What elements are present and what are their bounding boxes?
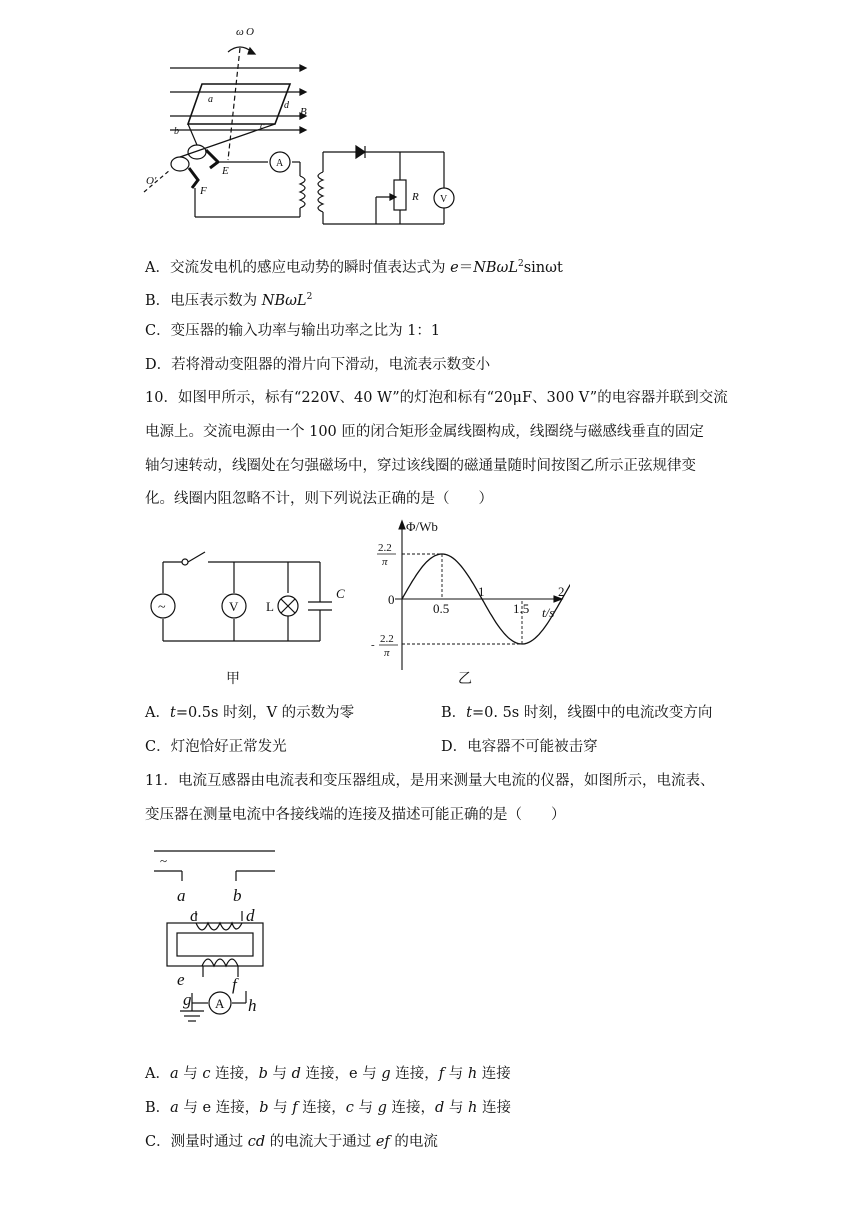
q10-bottom-denominator: π xyxy=(384,647,390,659)
q11-label-c: c xyxy=(190,906,198,925)
q9-label-F: F xyxy=(200,185,207,197)
q10-xlabel: t/s xyxy=(542,605,555,620)
q11-ammeter-label: A xyxy=(215,996,225,1011)
q9-label-B: B xyxy=(300,106,307,118)
q10-origin-label: 0 xyxy=(388,592,395,607)
q10-top-numerator: 2.2 xyxy=(378,542,392,554)
q10-fig-yi-caption: 乙 xyxy=(458,672,472,687)
q9-label-d: d xyxy=(284,100,289,111)
q10-option-B[interactable]: B．t=0. 5s 时刻，线圈中的电流改变方向 xyxy=(441,705,713,721)
q10-fig-jia xyxy=(140,540,355,690)
q10-fig-jia-caption: 甲 xyxy=(226,672,240,687)
q10-x-tick-label: 2 xyxy=(558,584,565,599)
q11-option-B[interactable]: B．a 与 e 连接，b 与 f 连接，c 与 g 连接，d 与 h 连接 xyxy=(145,1100,511,1116)
q9-option-D[interactable]: D．若将滑动变阻器的滑片向下滑动，电流表示数变小 xyxy=(145,357,491,373)
q10-lamp-label: L xyxy=(266,599,274,614)
q9-label-O: O xyxy=(246,26,254,38)
q11-label-f: f xyxy=(232,975,237,994)
q9-label-b: b xyxy=(174,126,179,137)
q9-label-E: E xyxy=(222,165,229,177)
q10-capacitor-label: C xyxy=(336,586,345,601)
q10-flux-graph xyxy=(370,515,570,690)
q11-label-h: h xyxy=(248,996,257,1015)
svg-text:-: - xyxy=(371,639,375,651)
q10-x-tick-label: 1.5 xyxy=(513,601,530,616)
q10-x-tick-label: 1 xyxy=(478,584,485,599)
q9-option-B[interactable]: B．电压表示数为 NBωL$^2$ xyxy=(145,292,313,309)
q11-tilde: ~ xyxy=(160,853,168,868)
q10-stem-line-2: 电源上。交流电源由一个 100 匝的闭合矩形金属线圈构成，线圈绕与磁感线垂直的固定 xyxy=(145,424,704,440)
q11-stem-line-2: 变压器在测量电流中各接线端的连接及描述可能正确的是（ ） xyxy=(145,807,566,823)
q11-current-transformer-figure xyxy=(140,845,290,1045)
q9-label-a: a xyxy=(208,94,213,105)
q11-stem-line-1: 11．电流互感器由电流表和变压器组成，是用来测量大电流的仪器，如图所示，电流表、 xyxy=(145,773,715,789)
q11-option-A[interactable]: A．a 与 c 连接，b 与 d 连接，e 与 g 连接，f 与 h 连接 xyxy=(145,1066,511,1082)
q11-label-e: e xyxy=(177,970,185,989)
q11-option-C[interactable]: C．测量时通过 cd 的电流大于通过 ef 的电流 xyxy=(145,1134,438,1150)
q10-option-C[interactable]: C．灯泡恰好正常发光 xyxy=(145,739,287,755)
q10-bottom-numerator: 2.2 xyxy=(380,633,394,645)
q10-x-tick-label: 0.5 xyxy=(433,601,450,616)
q9-ammeter-label: A xyxy=(276,158,284,169)
q9-label-O-prime: O′ xyxy=(146,175,157,187)
q10-voltmeter-label: V xyxy=(229,599,239,614)
q10-option-D[interactable]: D．电容器不可能被击穿 xyxy=(441,739,598,755)
q9-generator-transformer-figure xyxy=(140,12,470,227)
q11-label-b: b xyxy=(233,886,242,905)
q10-option-A[interactable]: A．t=0.5s 时刻，V 的示数为零 xyxy=(145,705,355,721)
q11-label-g: g xyxy=(183,990,192,1009)
q10-top-denominator: π xyxy=(382,556,388,568)
q9-option-C[interactable]: C．变压器的输入功率与输出功率之比为 1：1 xyxy=(145,323,441,339)
q9-voltmeter-label: V xyxy=(440,194,448,205)
q9-label-omega: ω xyxy=(236,26,244,38)
q10-ylabel: Φ/Wb xyxy=(406,519,438,534)
q10-stem-line-4: 化。线圈内阻忽略不计，则下列说法正确的是（ ） xyxy=(145,491,493,507)
q11-label-a: a xyxy=(177,886,186,905)
q10-source-symbol: ~ xyxy=(158,600,166,615)
q10-stem-line-1: 10．如图甲所示，标有“220V、40 W”的灯泡和标有“20μF、300 V”的电容器并联到交流 xyxy=(145,390,728,406)
q9-label-R: R xyxy=(412,191,419,203)
q9-option-A[interactable]: A．交流发电机的感应电动势的瞬时值表达式为 e＝NBωL$^2$sinωt xyxy=(145,259,563,276)
q11-label-d: d xyxy=(246,906,255,925)
q10-stem-line-3: 轴匀速转动，线圈处在匀强磁场中，穿过该线圈的磁通量随时间按图乙所示正弦规律变 xyxy=(145,458,696,474)
q9-label-c: c xyxy=(260,121,265,132)
